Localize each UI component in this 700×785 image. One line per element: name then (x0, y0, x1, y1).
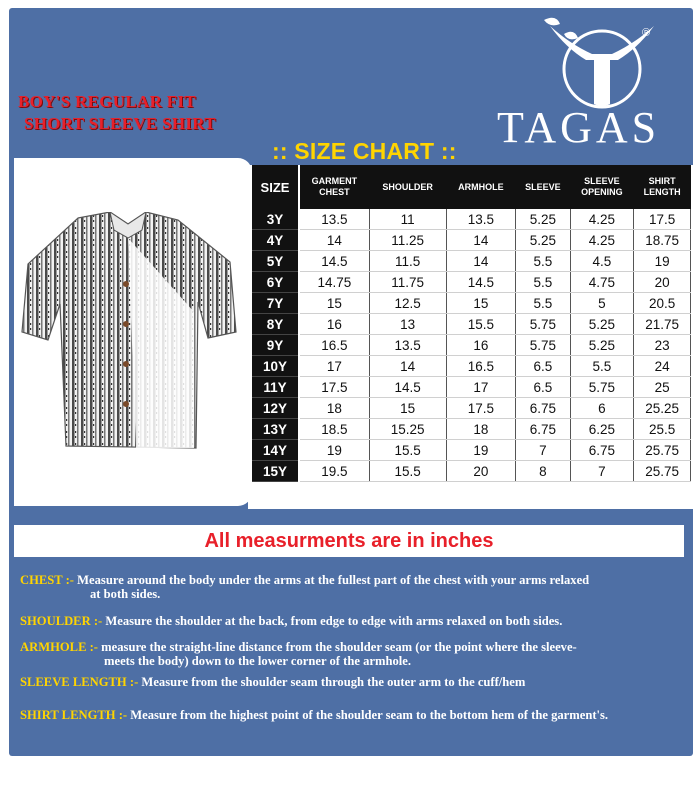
measurement-cell: 15 (446, 293, 515, 314)
column-header: ARMHOLE (446, 165, 515, 209)
measurement-cell: 25 (634, 377, 691, 398)
column-header: GARMENT CHEST (299, 165, 369, 209)
measurement-cell: 14 (299, 230, 369, 251)
measurement-cell: 5.75 (516, 335, 571, 356)
column-header: SHIRT LENGTH (634, 165, 691, 209)
measurement-cell: 14.5 (446, 272, 515, 293)
measurement-cell: 5.25 (516, 209, 571, 230)
measurement-cell: 15 (369, 398, 446, 419)
column-header: SHOULDER (369, 165, 446, 209)
measurement-cell: 17.5 (634, 209, 691, 230)
measurement-cell: 15.5 (369, 461, 446, 482)
measurement-cell: 18 (446, 419, 515, 440)
measurement-cell: 17.5 (299, 377, 369, 398)
measurement-cell: 21.75 (634, 314, 691, 335)
table-row (252, 419, 691, 440)
size-label-cell: 5Y (252, 251, 299, 272)
measurement-cell: 23 (634, 335, 691, 356)
measurement-cell: 6.75 (570, 440, 634, 461)
column-header: SLEEVE (516, 165, 571, 209)
table-row (252, 314, 691, 335)
measurement-cell: 12.5 (369, 293, 446, 314)
size-label-cell: 10Y (252, 356, 299, 377)
measurement-cell: 5 (570, 293, 634, 314)
measurement-cell: 4.5 (570, 251, 634, 272)
measurement-cell: 14.5 (299, 251, 369, 272)
measurement-cell: 20 (634, 272, 691, 293)
measurement-cell: 5.25 (570, 335, 634, 356)
measurement-cell: 19 (446, 440, 515, 461)
measurement-cell: 5.75 (516, 314, 571, 335)
measurement-cell: 11 (369, 209, 446, 230)
measurement-cell: 25.75 (634, 440, 691, 461)
measurement-cell: 25.25 (634, 398, 691, 419)
measurement-cell: 11.75 (369, 272, 446, 293)
measurement-cell: 16 (299, 314, 369, 335)
measurement-cell: 7 (516, 440, 571, 461)
measurement-cell: 15.25 (369, 419, 446, 440)
table-row (252, 251, 691, 272)
measurement-cell: 14 (446, 251, 515, 272)
measurement-cell: 14 (446, 230, 515, 251)
measurement-cell: 6.75 (516, 419, 571, 440)
size-label-cell: 14Y (252, 440, 299, 461)
measurement-cell: 15.5 (369, 440, 446, 461)
measurement-cell: 18 (299, 398, 369, 419)
measurement-cell: 16 (446, 335, 515, 356)
table-row (252, 272, 691, 293)
measurement-cell: 6.5 (516, 377, 571, 398)
table-row (252, 440, 691, 461)
measurement-cell: 18.75 (634, 230, 691, 251)
measurement-cell: 16.5 (446, 356, 515, 377)
measurement-cell: 15 (299, 293, 369, 314)
measurement-cell: 5.25 (516, 230, 571, 251)
measurement-cell: 4.25 (570, 230, 634, 251)
measurement-cell: 18.5 (299, 419, 369, 440)
measurement-cell: 8 (516, 461, 571, 482)
brand-name: TAGAS (497, 103, 661, 152)
definition-sleeve-length: SLEEVE LENGTH :- Measure from the shoulder seam through the outer arm to the cuff/hem (20, 675, 526, 689)
measurement-cell: 25.75 (634, 461, 691, 482)
column-header: SIZE (252, 165, 299, 209)
size-chart-header-row (252, 165, 691, 209)
table-row (252, 461, 691, 482)
measurement-cell: 14.75 (299, 272, 369, 293)
size-label-cell: 4Y (252, 230, 299, 251)
table-row (252, 398, 691, 419)
measurement-units-note: All measurments are in inches (14, 525, 684, 557)
definition-chest: CHEST :- Measure around the body under the arms at the fullest part of the chest with your arms relaxed at both sides. (20, 573, 590, 601)
product-title-line2: SHORT SLEEVE SHIRT (24, 114, 216, 133)
measurement-cell: 19.5 (299, 461, 369, 482)
measurement-cell: 17 (446, 377, 515, 398)
measurement-cell: 19 (299, 440, 369, 461)
measurement-cell: 11.5 (369, 251, 446, 272)
definition-shoulder: SHOULDER :- Measure the shoulder at the back, from edge to edge with arms relaxed on both sides. (20, 614, 563, 628)
table-row (252, 230, 691, 251)
size-label-cell: 9Y (252, 335, 299, 356)
measurement-cell: 13.5 (369, 335, 446, 356)
size-label-cell: 12Y (252, 398, 299, 419)
table-row (252, 335, 691, 356)
measurement-cell: 6.25 (570, 419, 634, 440)
measurement-cell: 15.5 (446, 314, 515, 335)
measurement-cell: 5.75 (570, 377, 634, 398)
measurement-cell: 6.5 (516, 356, 571, 377)
measurement-cell: 20.5 (634, 293, 691, 314)
shirt-illustration-icon (18, 212, 240, 456)
size-label-cell: 13Y (252, 419, 299, 440)
measurement-cell: 6 (570, 398, 634, 419)
measurement-cell: 13.5 (446, 209, 515, 230)
measurement-cell: 6.75 (516, 398, 571, 419)
registered-mark: ® (642, 27, 651, 39)
measurement-cell: 24 (634, 356, 691, 377)
measurement-cell: 5.5 (516, 272, 571, 293)
measurement-cell: 5.5 (516, 293, 571, 314)
table-row (252, 293, 691, 314)
product-title-line1: BOY'S REGULAR FIT (18, 92, 196, 111)
measurement-cell: 4.75 (570, 272, 634, 293)
measurement-cell: 17 (299, 356, 369, 377)
measurement-cell: 11.25 (369, 230, 446, 251)
size-chart-title: :: SIZE CHART :: (272, 138, 457, 164)
measurement-cell: 5.5 (570, 356, 634, 377)
measurement-cell: 25.5 (634, 419, 691, 440)
measurement-cell: 13 (369, 314, 446, 335)
measurement-cell: 5.25 (570, 314, 634, 335)
table-row (252, 209, 691, 230)
size-label-cell: 3Y (252, 209, 299, 230)
measurement-cell: 14.5 (369, 377, 446, 398)
measurement-cell: 5.5 (516, 251, 571, 272)
measurement-cell: 13.5 (299, 209, 369, 230)
size-label-cell: 6Y (252, 272, 299, 293)
measurement-cell: 17.5 (446, 398, 515, 419)
size-label-cell: 15Y (252, 461, 299, 482)
definition-shirt-length: SHIRT LENGTH :- Measure from the highest point of the shoulder seam to the bottom hem of the garment's. (20, 708, 609, 722)
measurement-cell: 20 (446, 461, 515, 482)
tagas-logo-icon (530, 14, 670, 114)
measurement-cell: 7 (570, 461, 634, 482)
table-row (252, 377, 691, 398)
measurement-cell: 4.25 (570, 209, 634, 230)
size-label-cell: 8Y (252, 314, 299, 335)
column-header: SLEEVE OPENING (570, 165, 634, 209)
measurement-cell: 14 (369, 356, 446, 377)
measurement-cell: 19 (634, 251, 691, 272)
size-label-cell: 11Y (252, 377, 299, 398)
measurement-cell: 16.5 (299, 335, 369, 356)
table-row (252, 356, 691, 377)
size-chart-table (248, 165, 693, 509)
size-label-cell: 7Y (252, 293, 299, 314)
definition-armhole: ARMHOLE :- measure the straight-line distance from the shoulder seam (or the point where the sleeve- meets the body) down to the lower corner of the armhole. (20, 640, 577, 668)
